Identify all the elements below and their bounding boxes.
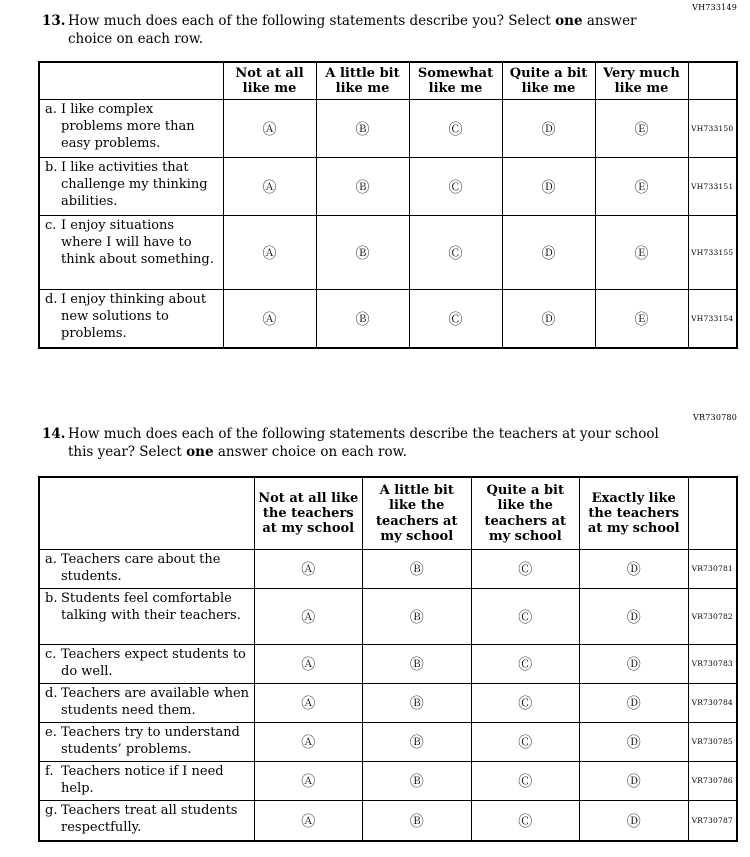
answer-cell — [254, 549, 363, 588]
answer-bubble-d[interactable]: Ⓓ — [626, 735, 641, 752]
answer-bubble-d[interactable]: Ⓓ — [626, 609, 641, 626]
column-header-very-much: Very much like me — [595, 62, 688, 100]
answer-cell — [254, 683, 363, 722]
row-statement: Students feel comfortable talking with their teachers. — [61, 590, 241, 623]
answer-cell — [223, 158, 316, 216]
answer-bubble-b[interactable]: Ⓑ — [409, 562, 424, 579]
answer-cell — [254, 588, 363, 644]
statement-cell — [39, 722, 254, 761]
question-14-head — [42, 426, 750, 462]
prompt-text: answer choice on each row. — [68, 13, 637, 47]
answer-cell — [595, 158, 688, 216]
row-letter: c. — [45, 646, 57, 662]
row-var-code: VR730785 — [688, 722, 737, 761]
question-13-section — [0, 0, 750, 349]
answer-bubble-a[interactable]: Ⓐ — [262, 180, 277, 197]
question-14-prompt — [68, 426, 684, 462]
answer-bubble-c[interactable]: Ⓒ — [448, 180, 463, 197]
question-14-number: 14. — [42, 425, 66, 442]
row-var-code: VH733150 — [688, 100, 737, 158]
answer-bubble-d[interactable]: Ⓓ — [626, 774, 641, 791]
row-letter: a. — [45, 551, 57, 567]
stub-header — [39, 477, 254, 549]
answer-cell — [363, 722, 472, 761]
question-13-head — [42, 13, 750, 49]
row-letter: f. — [45, 763, 54, 779]
answer-cell — [502, 216, 595, 290]
answer-bubble-e[interactable]: Ⓔ — [634, 312, 649, 329]
answer-bubble-c[interactable]: Ⓒ — [448, 312, 463, 329]
stub-header — [39, 62, 223, 100]
q13-row-c — [39, 216, 737, 290]
answer-bubble-a[interactable]: Ⓐ — [262, 122, 277, 139]
question-14-var-code: VR730780 — [693, 412, 737, 422]
row-statement: Teachers notice if I need help. — [61, 763, 224, 796]
answer-cell — [595, 290, 688, 348]
row-statement: Teachers try to understand students’ problems. — [61, 724, 240, 757]
question-13-table — [38, 61, 738, 349]
row-letter: d. — [45, 292, 58, 308]
answer-cell — [580, 761, 689, 800]
answer-bubble-c[interactable]: Ⓒ — [448, 122, 463, 139]
row-var-code: VR730781 — [688, 549, 737, 588]
code-column-header — [688, 477, 737, 549]
answer-cell — [316, 100, 409, 158]
prompt-bold-word: one — [186, 443, 214, 460]
row-var-code: VR730786 — [688, 761, 737, 800]
answer-cell — [580, 683, 689, 722]
row-letter: a. — [45, 102, 57, 118]
q14-row-d — [39, 683, 737, 722]
answer-bubble-a[interactable]: Ⓐ — [301, 696, 316, 713]
answer-bubble-c[interactable]: Ⓒ — [518, 696, 533, 713]
answer-bubble-c[interactable]: Ⓒ — [448, 246, 463, 263]
answer-bubble-d[interactable]: Ⓓ — [626, 696, 641, 713]
code-column-header — [688, 62, 737, 100]
answer-cell — [471, 549, 580, 588]
question-14-table — [38, 476, 738, 842]
answer-bubble-a[interactable]: Ⓐ — [301, 814, 316, 831]
prompt-text: answer choice on each row. — [213, 443, 407, 460]
question-13-number: 13. — [42, 13, 66, 29]
answer-cell — [471, 588, 580, 644]
answer-bubble-a[interactable]: Ⓐ — [301, 774, 316, 791]
q14-row-a — [39, 549, 737, 588]
answer-cell — [471, 683, 580, 722]
answer-cell — [363, 683, 472, 722]
answer-bubble-e[interactable]: Ⓔ — [634, 246, 649, 263]
answer-cell — [580, 549, 689, 588]
row-letter: e. — [45, 724, 57, 740]
q14-row-f — [39, 761, 737, 800]
answer-cell — [254, 722, 363, 761]
answer-cell — [409, 158, 502, 216]
answer-cell — [409, 100, 502, 158]
answer-bubble-b[interactable]: Ⓑ — [355, 122, 370, 139]
answer-bubble-a[interactable]: Ⓐ — [262, 246, 277, 263]
answer-bubble-c[interactable]: Ⓒ — [518, 814, 533, 831]
column-header-a-little-bit: A little bit like the teachers at my school — [363, 477, 472, 549]
answer-bubble-c[interactable]: Ⓒ — [518, 609, 533, 626]
answer-bubble-d[interactable]: Ⓓ — [541, 122, 556, 139]
answer-bubble-d[interactable]: Ⓓ — [626, 814, 641, 831]
statement-cell — [39, 644, 254, 683]
row-var-code: VR730783 — [688, 644, 737, 683]
answer-bubble-c[interactable]: Ⓒ — [518, 562, 533, 579]
answer-bubble-b[interactable]: Ⓑ — [409, 774, 424, 791]
answer-cell — [580, 644, 689, 683]
answer-cell — [363, 800, 472, 841]
column-header-somewhat: Somewhat like me — [409, 62, 502, 100]
row-var-code: VR730784 — [688, 683, 737, 722]
answer-cell — [502, 100, 595, 158]
column-header-quite-a-bit: Quite a bit like the teachers at my school — [471, 477, 580, 549]
statement-cell — [39, 549, 254, 588]
answer-bubble-e[interactable]: Ⓔ — [634, 180, 649, 197]
row-letter: c. — [45, 218, 57, 234]
q13-header-row — [39, 62, 737, 100]
answer-cell — [595, 216, 688, 290]
row-letter: g. — [45, 802, 58, 818]
answer-bubble-b[interactable]: Ⓑ — [355, 246, 370, 263]
answer-cell — [363, 644, 472, 683]
answer-cell — [363, 549, 472, 588]
answer-bubble-b[interactable]: Ⓑ — [409, 657, 424, 674]
row-var-code: VH733154 — [688, 290, 737, 348]
row-statement: I like complex problems more than easy problems. — [61, 102, 195, 151]
answer-bubble-d[interactable]: Ⓓ — [626, 562, 641, 579]
row-letter: b. — [45, 160, 58, 176]
answer-cell — [254, 644, 363, 683]
row-statement: Teachers are available when students need them. — [61, 685, 250, 718]
row-statement: I like activities that challenge my thinking abilities. — [61, 160, 208, 209]
answer-bubble-c[interactable]: Ⓒ — [518, 774, 533, 791]
answer-cell — [580, 588, 689, 644]
answer-cell — [502, 158, 595, 216]
q13-row-b — [39, 158, 737, 216]
answer-cell — [409, 290, 502, 348]
answer-cell — [471, 761, 580, 800]
question-13-var-code: VH733149 — [692, 3, 737, 12]
q13-row-d — [39, 290, 737, 348]
answer-cell — [316, 216, 409, 290]
prompt-text: How much does each of the following statements describe you? Select — [68, 13, 556, 29]
answer-cell — [502, 290, 595, 348]
row-var-code: VH733151 — [688, 158, 737, 216]
answer-bubble-b[interactable]: Ⓑ — [409, 696, 424, 713]
answer-cell — [223, 216, 316, 290]
q14-row-g — [39, 800, 737, 841]
statement-cell — [39, 683, 254, 722]
answer-bubble-c[interactable]: Ⓒ — [518, 657, 533, 674]
answer-cell — [363, 588, 472, 644]
statement-cell — [39, 588, 254, 644]
column-header-not-at-all: Not at all like me — [223, 62, 316, 100]
answer-bubble-b[interactable]: Ⓑ — [409, 609, 424, 626]
answer-bubble-d[interactable]: Ⓓ — [541, 312, 556, 329]
answer-cell — [409, 216, 502, 290]
row-statement: I enjoy situations where I will have to think about something. — [61, 218, 214, 267]
statement-cell — [39, 100, 223, 158]
column-header-quite-a-bit: Quite a bit like me — [502, 62, 595, 100]
answer-bubble-a[interactable]: Ⓐ — [301, 657, 316, 674]
column-header-exactly-like: Exactly like the teachers at my school — [580, 477, 689, 549]
statement-cell — [39, 800, 254, 841]
answer-cell — [471, 722, 580, 761]
q14-row-e — [39, 722, 737, 761]
prompt-bold-word: one — [555, 13, 583, 29]
row-statement: Teachers treat all students respectfully. — [61, 802, 238, 835]
answer-cell — [471, 800, 580, 841]
row-var-code: VR730782 — [688, 588, 737, 644]
column-header-not-at-all: Not at all like the teachers at my school — [254, 477, 363, 549]
statement-cell — [39, 290, 223, 348]
row-statement: Teachers expect students to do well. — [61, 646, 246, 679]
row-var-code: VH733155 — [688, 216, 737, 290]
answer-bubble-a[interactable]: Ⓐ — [262, 312, 277, 329]
answer-cell — [254, 761, 363, 800]
statement-cell — [39, 158, 223, 216]
answer-cell — [223, 290, 316, 348]
answer-cell — [363, 761, 472, 800]
answer-bubble-d[interactable]: Ⓓ — [626, 657, 641, 674]
column-header-a-little-bit: A little bit like me — [316, 62, 409, 100]
answer-bubble-a[interactable]: Ⓐ — [301, 735, 316, 752]
statement-cell — [39, 216, 223, 290]
row-letter: d. — [45, 685, 58, 701]
q14-row-b — [39, 588, 737, 644]
answer-cell — [580, 800, 689, 841]
answer-bubble-d[interactable]: Ⓓ — [541, 180, 556, 197]
answer-bubble-e[interactable]: Ⓔ — [634, 122, 649, 139]
answer-cell — [595, 100, 688, 158]
row-statement: I enjoy thinking about new solutions to problems. — [61, 292, 207, 341]
q14-header-row — [39, 477, 737, 549]
answer-bubble-b[interactable]: Ⓑ — [409, 814, 424, 831]
row-statement: Teachers care about the students. — [61, 551, 221, 584]
answer-bubble-c[interactable]: Ⓒ — [518, 735, 533, 752]
answer-cell — [223, 100, 316, 158]
answer-bubble-b[interactable]: Ⓑ — [355, 180, 370, 197]
question-13-prompt — [68, 13, 684, 49]
row-letter: b. — [45, 590, 58, 606]
answer-bubble-d[interactable]: Ⓓ — [541, 246, 556, 263]
answer-cell — [580, 722, 689, 761]
answer-bubble-a[interactable]: Ⓐ — [301, 609, 316, 626]
question-14-section — [0, 413, 750, 843]
answer-cell — [316, 290, 409, 348]
answer-bubble-b[interactable]: Ⓑ — [355, 312, 370, 329]
answer-cell — [316, 158, 409, 216]
row-var-code: VR730787 — [688, 800, 737, 841]
q14-row-c — [39, 644, 737, 683]
answer-cell — [254, 800, 363, 841]
answer-bubble-a[interactable]: Ⓐ — [301, 562, 316, 579]
answer-bubble-b[interactable]: Ⓑ — [409, 735, 424, 752]
answer-cell — [471, 644, 580, 683]
q13-row-a — [39, 100, 737, 158]
prompt-text: How much does each of the following statements describe the teachers at your school this year? Select — [68, 425, 659, 460]
statement-cell — [39, 761, 254, 800]
